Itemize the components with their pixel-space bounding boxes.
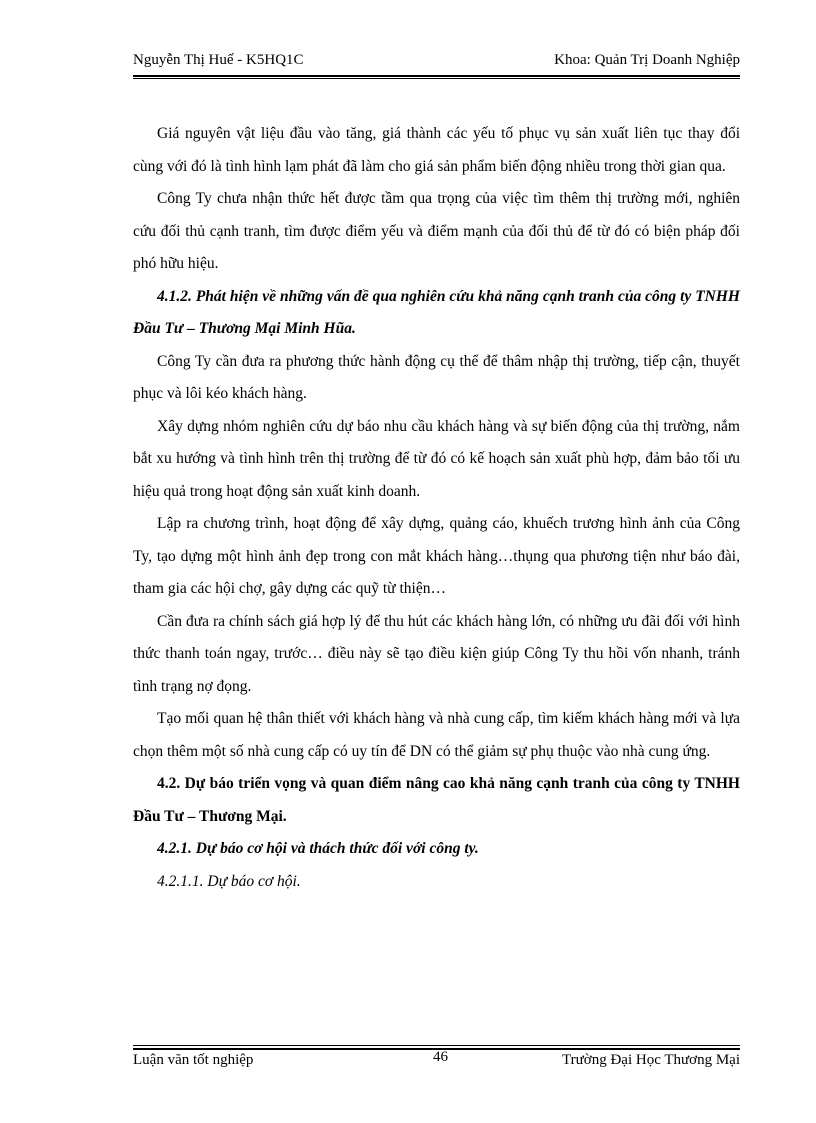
paragraph: Công Ty chưa nhận thức hết được tầm qua trọng của việc tìm thêm thị trường mới, nghiên cứu đối thủ cạnh tranh, tìm được điểm yếu và điểm mạnh của đối thủ để từ đó có biện pháp đối phó hữu hiệu. — [133, 190, 740, 272]
page-body — [133, 118, 740, 898]
subsection-heading: 4.2.1. Dự báo cơ hội và thách thức đối với công ty. — [157, 840, 479, 857]
page-footer — [133, 1049, 740, 1074]
footer-thesis-label: Luận văn tốt nghiệp — [133, 1052, 254, 1068]
section-heading: 4.1.2. Phát hiện về những vấn đề qua nghiên cứu khả năng cạnh tranh của công ty TNHH Đầu Tư – Thương Mại Minh Hũa. — [133, 287, 740, 337]
header-author: Nguyễn Thị Huế - K5HQ1C — [133, 52, 304, 68]
footer-rule-thin — [133, 1045, 740, 1046]
footer-university: Trường Đại Học Thương Mại — [562, 1052, 740, 1068]
paragraph: Cần đưa ra chính sách giá hợp lý để thu hút các khách hàng lớn, có những ưu đãi đối với hình thức thanh toán ngay, trước… điều này sẽ tạo điều kiện giúp Công Ty thu hồi vốn nhanh, tránh tình trạng nợ đọng. — [133, 612, 740, 695]
page-header — [133, 52, 740, 74]
header-faculty: Khoa: Quản Trị Doanh Nghiệp — [554, 52, 740, 68]
subsubsection-heading: 4.2.1.1. Dự báo cơ hội. — [157, 872, 301, 890]
section-heading: 4.2. Dự báo triển vọng và quan điểm nâng cao khả năng cạnh tranh của công ty TNHH Đầu Tư – Thương Mại. — [133, 775, 740, 825]
paragraph: Giá nguyên vật liệu đầu vào tăng, giá thành các yếu tố phục vụ sản xuất liên tục thay đổi cùng với đó là tình hình lạm phát đã làm cho giá sản phẩm biến động nhiều trong thời gian qua. — [133, 125, 740, 175]
header-rule-thin — [133, 78, 740, 79]
paragraph: Tạo mối quan hệ thân thiết với khách hàng và nhà cung cấp, tìm kiếm khách hàng mới và lựa chọn thêm một số nhà cung cấp có uy tín để DN có thể giảm sự phụ thuộc vào nhà cung ứng. — [133, 710, 740, 760]
paragraph: Lập ra chương trình, hoạt động để xây dựng, quảng cáo, khuếch trương hình ảnh của Công Ty, tạo dựng một hình ảnh đẹp trong con mắt khách hàng…thụng qua phương tiện như báo đài, tham gia các hội chợ, gây dựng các quỹ từ thiện… — [133, 515, 740, 597]
paragraph: Xây dựng nhóm nghiên cứu dự báo nhu cầu khách hàng và sự biến động của thị trường, nắm bắt xu hướng và tình hình trên thị trường để từ đó có kế hoạch sản xuất phù hợp, đảm bảo tối ưu hiệu quả trong hoạt động sản xuất kinh doanh. — [133, 417, 740, 500]
header-rule — [133, 75, 740, 77]
paragraph: Công Ty cần đưa ra phương thức hành động cụ thể để thâm nhập thị trường, tiếp cận, thuyết phục và lôi kéo khách hàng. — [133, 352, 740, 402]
page-number: 46 — [433, 1049, 448, 1065]
